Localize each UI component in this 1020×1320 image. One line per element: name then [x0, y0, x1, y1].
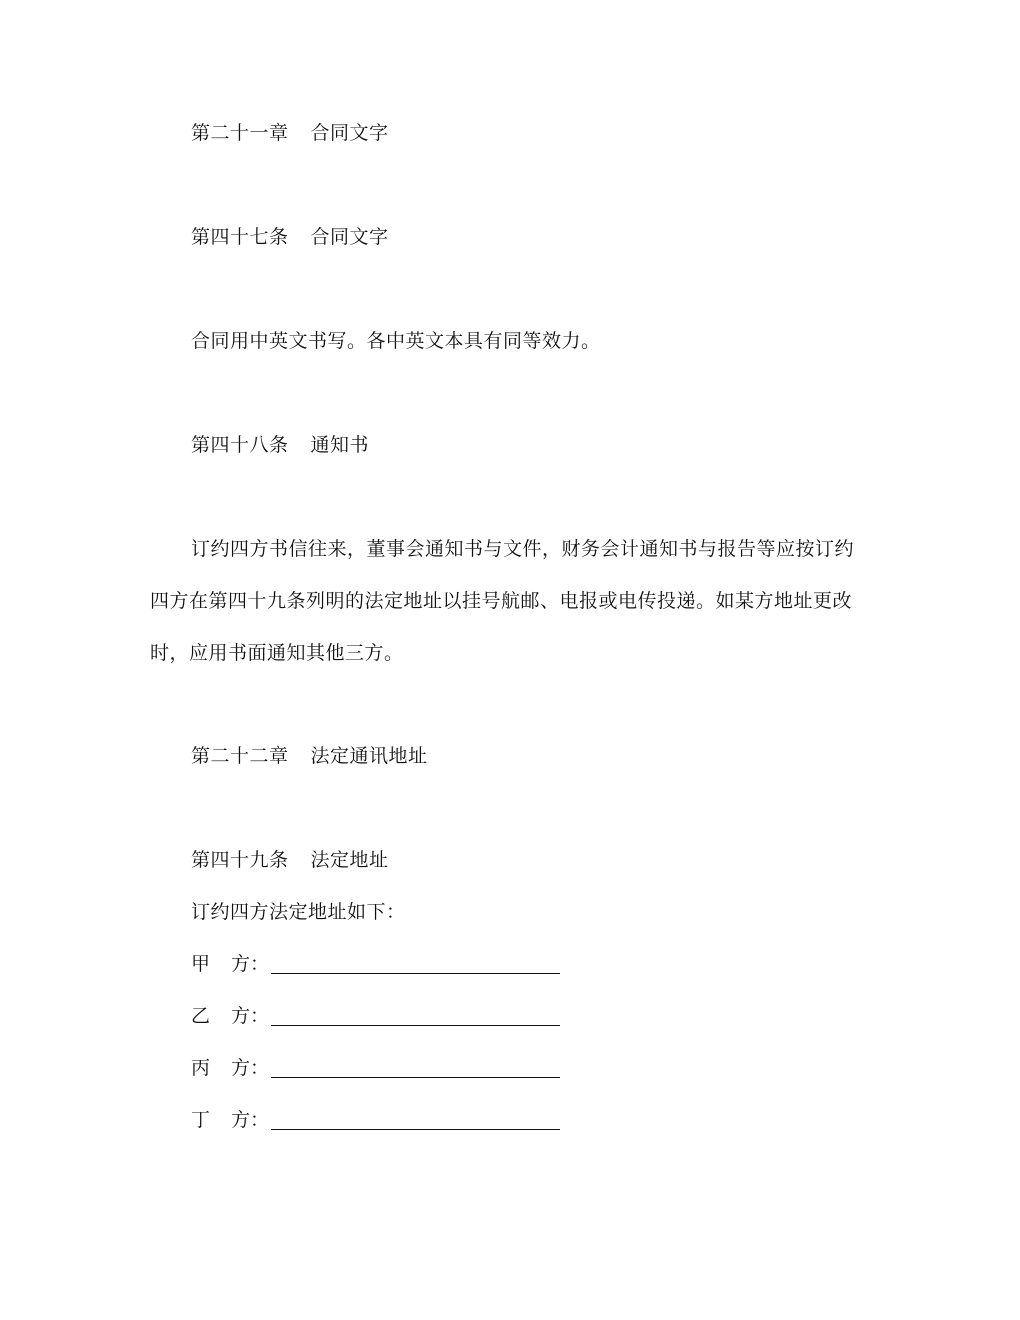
- party-c-label: 丙: [191, 1057, 211, 1079]
- chapter-21-title: 合同文字: [310, 122, 389, 144]
- article-48-body-line-3: 时，应用书面通知其他三方。: [150, 642, 404, 664]
- article-48-body-line-2: 四方在第四十九条列明的法定地址以挂号航邮、电报或电传投递。如某方地址更改: [150, 590, 853, 612]
- party-a-row: [191, 952, 269, 978]
- chapter-22-number: 第二十二章: [191, 745, 289, 767]
- party-c-row: [191, 1056, 269, 1082]
- chapter-22-heading: [191, 744, 428, 768]
- article-49-heading: [191, 848, 389, 872]
- article-47-body: 合同用中英文书写。各中英文本具有同等效力。: [191, 330, 601, 352]
- article-48-body-line-1: 订约四方书信往来，董事会通知书与文件，财务会计通知书与报告等应按订约: [191, 538, 855, 560]
- party-d-row: [191, 1108, 269, 1134]
- chapter-22-title: 法定通讯地址: [310, 745, 428, 767]
- party-d-address-blank[interactable]: [271, 1129, 560, 1130]
- chapter-21-heading: [191, 121, 389, 145]
- party-b-row: [191, 1004, 269, 1030]
- article-47-number: 第四十七条: [191, 226, 289, 248]
- article-48-title: 通知书: [310, 434, 370, 456]
- article-47-heading: [191, 225, 389, 249]
- party-d-label: 丁: [191, 1109, 211, 1131]
- chapter-21-number: 第二十一章: [191, 122, 289, 144]
- party-c-address-blank[interactable]: [271, 1077, 560, 1078]
- article-49-number: 第四十九条: [191, 849, 289, 871]
- party-a-label: 甲: [191, 953, 211, 975]
- party-b-suffix: 方：: [231, 1005, 270, 1027]
- party-d-suffix: 方：: [231, 1109, 270, 1131]
- article-47-title: 合同文字: [310, 226, 389, 248]
- party-a-address-blank[interactable]: [271, 973, 560, 974]
- party-b-address-blank[interactable]: [271, 1025, 560, 1026]
- article-49-intro: 订约四方法定地址如下：: [191, 901, 406, 923]
- party-a-suffix: 方：: [231, 953, 270, 975]
- article-48-heading: [191, 433, 369, 457]
- party-c-suffix: 方：: [231, 1057, 270, 1079]
- article-48-number: 第四十八条: [191, 434, 289, 456]
- article-49-title: 法定地址: [310, 849, 389, 871]
- party-b-label: 乙: [191, 1005, 211, 1027]
